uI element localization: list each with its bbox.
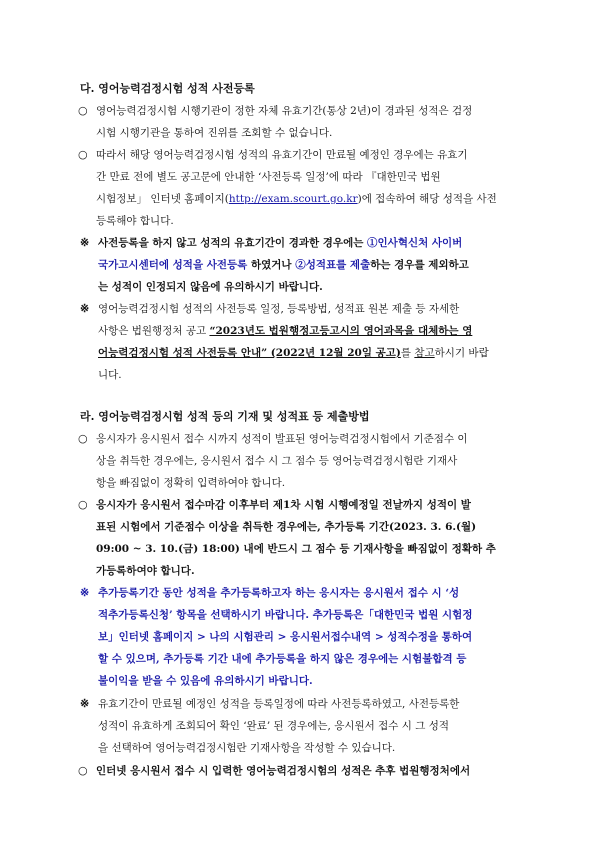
note-line: 성적이 유효하게 조회되어 확인 ‘완료’ 된 경우에는, 응시원서 접수 시 그 성적 (98, 720, 450, 732)
paragraph-line: 09:00 ~ 3. 10.(금) 18:00) 내에 반드시 그 점수 등 기재사항을 빠짐없이 정확하 추 (96, 543, 496, 555)
note-mark: ※ (80, 697, 90, 710)
paragraph-line: 응시자가 응시원서 접수 시까지 성적이 발표된 영어능력검정시험에서 기준점수 이 (96, 433, 468, 445)
bullet-circle: ○ (78, 498, 88, 511)
text-span: 사항은 법원행정처 공고 (98, 325, 210, 337)
highlight-text: 국가고시센터에 성적을 사전등록 (98, 259, 248, 271)
note-line: 는 성적이 인정되지 않음에 유의하시기 바랍니다. (98, 281, 323, 293)
section-heading-ra: 라. 영어능력검정시험 성적 등의 기재 및 성적표 등 제출방법 (80, 410, 370, 423)
note-mark: ※ (80, 236, 90, 249)
text-span: 하시기 바랍 (434, 347, 489, 359)
highlight-text: ②성적표를 제출 (295, 259, 371, 271)
note-line: 할 수 있으며, 추가등록 기간 내에 추가등록을 하지 않은 경우에는 시험불합격 등 (98, 653, 467, 665)
note-line: 을 선택하여 영어능력검정시험란 기재사항을 작성할 수 있습니다. (98, 742, 396, 754)
notice-title: “2023년도 법원행정고등고시의 영어과목을 대체하는 영 (209, 325, 473, 337)
paragraph-line (96, 192, 497, 206)
text-span: 하였거나 (247, 259, 296, 271)
paragraph-line: 인터넷 응시원서 접수 시 입력한 영어능력검정시험의 성적은 추후 법원행정처에서 (96, 765, 471, 777)
paragraph-line: 가등록하여야 합니다. (96, 565, 195, 577)
note-line: 적추가등록신청’ 항목을 선택하시기 바랍니다. 추가등록은「대한민국 법원 시험정 (98, 609, 473, 621)
exam-site-link[interactable]: http://exam.scourt.go.kr (228, 193, 358, 205)
paragraph-line: 표된 시험에서 기준점수 이상을 취득한 경우에는, 추가등록 기간(2023. 3. 6.(월) (96, 521, 477, 533)
text-span: 시험정보」 인터넷 홈페이지( (96, 193, 229, 205)
note-line (98, 324, 472, 338)
paragraph-line: 간 만료 전에 별도 공고문에 안내한 ‘사전등록 일정’에 따라 『대한민국 법원 (96, 171, 441, 183)
bullet-circle: ○ (78, 104, 88, 117)
paragraph-line: 따라서 해당 영어능력검정시험 성적의 유효기간이 만료될 예정인 경우에는 유효기 (96, 149, 468, 161)
note-line (98, 346, 489, 360)
paragraph-line: 항을 빠짐없이 정확히 입력하여야 합니다. (96, 477, 286, 489)
note-line: 니다. (98, 369, 122, 381)
text-span: 를 (400, 347, 415, 359)
note-line: 추가등록기간 동안 성적을 추가등록하고자 하는 응시자는 응시원서 접수 시 ‘성 (98, 587, 460, 599)
paragraph-line: 응시자가 응시원서 접수마감 이후부터 제1차 시험 시행예정일 전날까지 성적이 발 (96, 499, 471, 511)
note-mark: ※ (80, 302, 90, 315)
bullet-circle: ○ (78, 764, 88, 777)
paragraph-line: 상을 취득한 경우에는, 응시원서 접수 시 그 점수 등 영어능력검정시험란 기재사 (96, 455, 458, 467)
text-span: 하는 경우를 제외하고 (370, 259, 469, 271)
paragraph-line: 시험 시행기관을 통하여 진위를 조회할 수 없습니다. (96, 127, 333, 139)
note-mark: ※ (80, 586, 90, 599)
bullet-circle: ○ (78, 432, 88, 445)
note-line: 유효기간이 만료될 예정인 성적을 등록일정에 따라 사전등록하였고, 사전등록한 (98, 698, 460, 710)
text-span: 사전등록을 하지 않고 성적의 유효기간이 경과한 경우에는 (98, 237, 368, 249)
text-span: 참고 (414, 347, 435, 359)
note-line: 보」인터넷 홈페이지 > 나의 시험관리 > 응시원서접수내역 > 성적수정을 통하여 (98, 631, 473, 643)
paragraph-line: 등록해야 합니다. (96, 215, 174, 227)
note-line (98, 258, 469, 272)
paragraph-line: 영어능력검정시험 시행기관이 정한 자체 유효기간(통상 2년)이 경과된 성적은 검정 (96, 105, 473, 117)
text-span: )에 접속하여 해당 성적을 사전 (357, 193, 497, 205)
notice-title: 어능력검정시험 성적 사전등록 안내” (2022년 12월 20일 공고) (98, 347, 401, 359)
section-heading-da: 다. 영어능력검정시험 성적 사전등록 (80, 82, 255, 95)
note-line (98, 236, 462, 250)
note-line: 불이익을 받을 수 있음에 유의하시기 바랍니다. (98, 675, 313, 687)
highlight-text: ①인사혁신처 사이버 (367, 237, 463, 249)
note-line: 영어능력검정시험 성적의 사전등록 일정, 등록방법, 성적표 원본 제출 등 자세한 (98, 303, 460, 315)
bullet-circle: ○ (78, 148, 88, 161)
